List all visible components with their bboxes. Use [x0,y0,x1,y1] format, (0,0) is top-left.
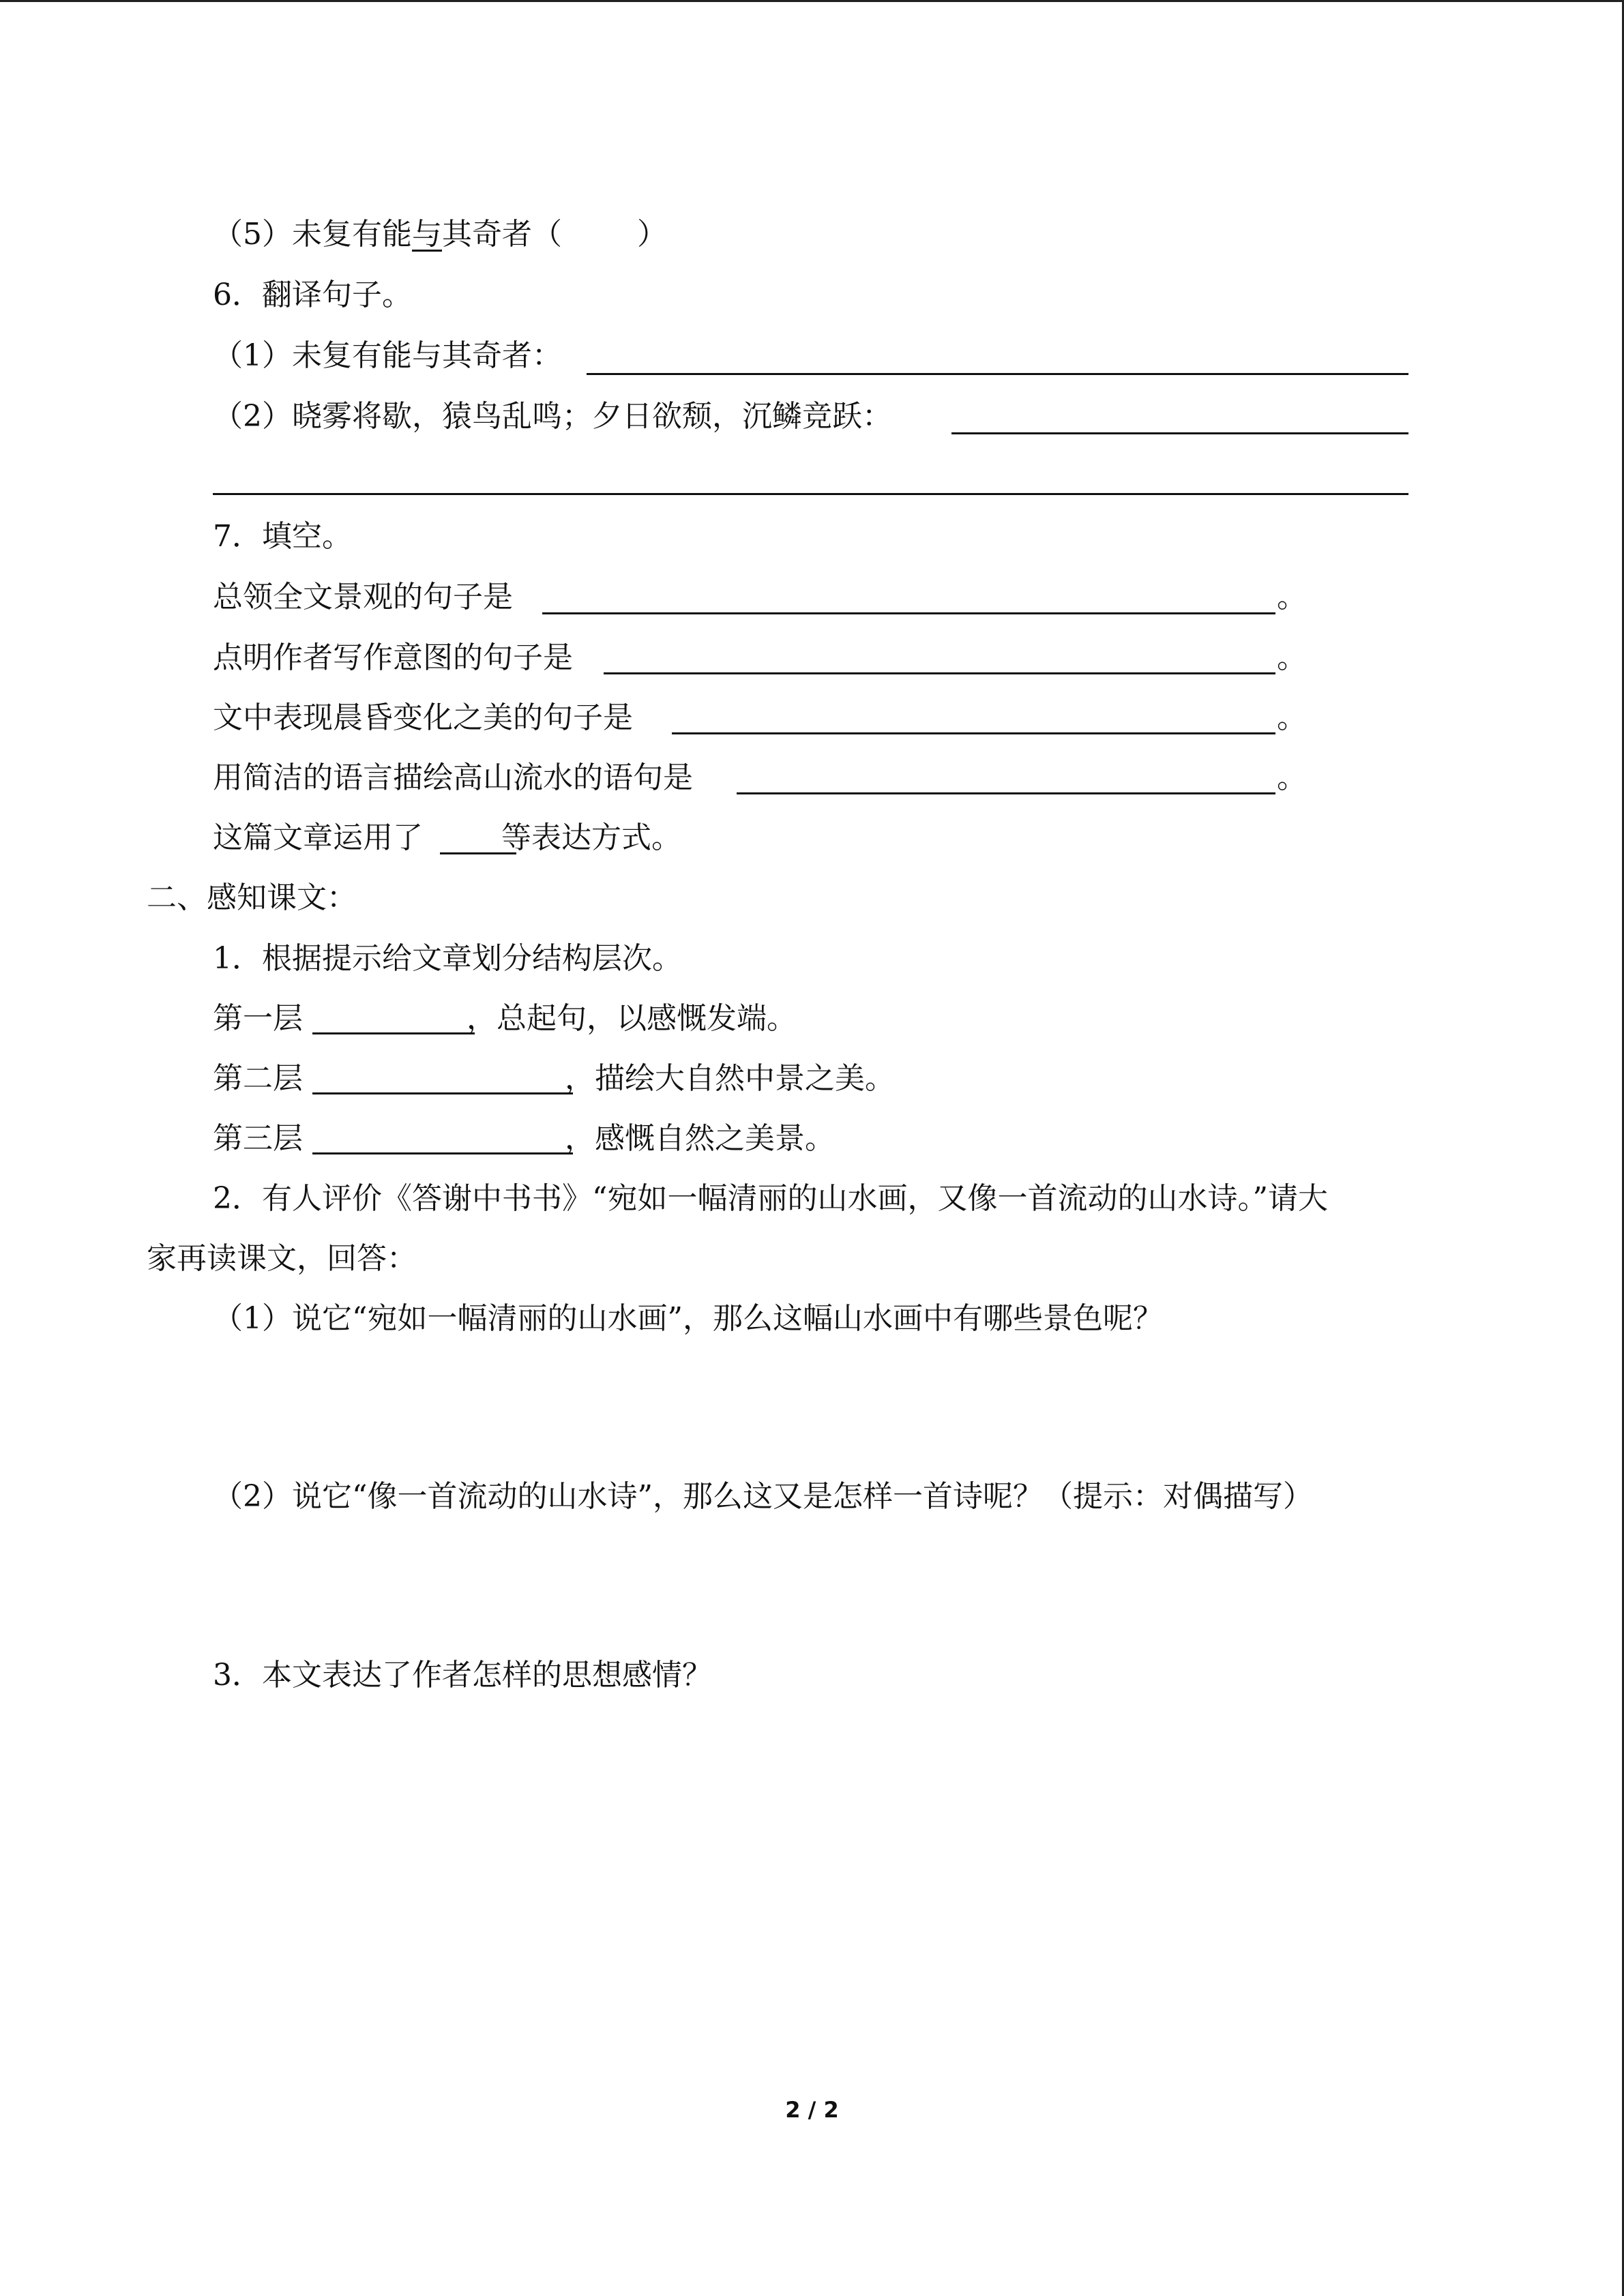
page-number: 2 / 2 [785,2097,839,2123]
q7-line2: 点明作者写作意图的句子是 。 [213,640,1307,675]
q7-title: 7．填空。 [213,519,352,554]
q7-line2-blank[interactable] [604,672,1275,674]
q7-line3-blank[interactable] [672,732,1275,734]
q7-line1-blank[interactable] [542,612,1275,614]
q6-item2-answer-line[interactable] [951,432,1408,434]
sec2-q2-sub2: （2）说它“像一首流动的山水诗”，那么这又是怎样一首诗呢？（提示：对偶描写） [213,1479,1313,1514]
q5-item5: （5）未复有能与其奇者（ ） [213,217,667,252]
sec2-q2-line2: 家再读课文，回答： [147,1241,417,1276]
q7-line5: 这篇文章运用了 等表达方式。 [213,820,681,855]
sec2-layer1: 第一层 ，总起句，以感慨发端。 [213,1001,797,1036]
q6-title: 6．翻译句子。 [213,278,412,312]
q6-item1: （1）未复有能与其奇者： [213,338,562,373]
sec2-layer1-blank[interactable] [312,1032,475,1034]
sec2-q3: 3．本文表达了作者怎样的思想感情？ [213,1658,712,1693]
section2-title: 二、感知课文： [147,880,357,915]
sec2-q2-sub1: （1）说它“宛如一幅清丽的山水画”，那么这幅山水画中有哪些景色呢？ [213,1301,1163,1336]
q6-item2: （2）晓雾将歇，猿鸟乱鸣；夕日欲颓，沉鳞竞跃： [213,399,892,434]
q7-line3: 文中表现晨昏变化之美的句子是 。 [213,700,1307,735]
sec2-layer2: 第二层 ，描绘大自然中景之美。 [213,1061,895,1096]
q7-line4: 用简洁的语言描绘高山流水的语句是 。 [213,760,1307,795]
q6-item2-answer-line-2[interactable] [213,493,1408,495]
q6-item1-answer-line[interactable] [587,373,1408,375]
sec2-q1: 1．根据提示给文章划分结构层次。 [213,941,682,976]
q7-line5-blank[interactable] [440,852,516,854]
sec2-layer3-blank[interactable] [312,1152,573,1154]
q7-line4-blank[interactable] [737,792,1275,794]
sec2-layer3: 第三层 ，感慨自然之美景。 [213,1121,835,1156]
q7-line1: 总领全文景观的句子是 。 [213,580,1307,614]
sec2-layer2-blank[interactable] [312,1092,573,1094]
sec2-q2-line1: 2．有人评价《答谢中书书》“宛如一幅清丽的山水画，又像一首流动的山水诗。”请大 [213,1181,1328,1216]
